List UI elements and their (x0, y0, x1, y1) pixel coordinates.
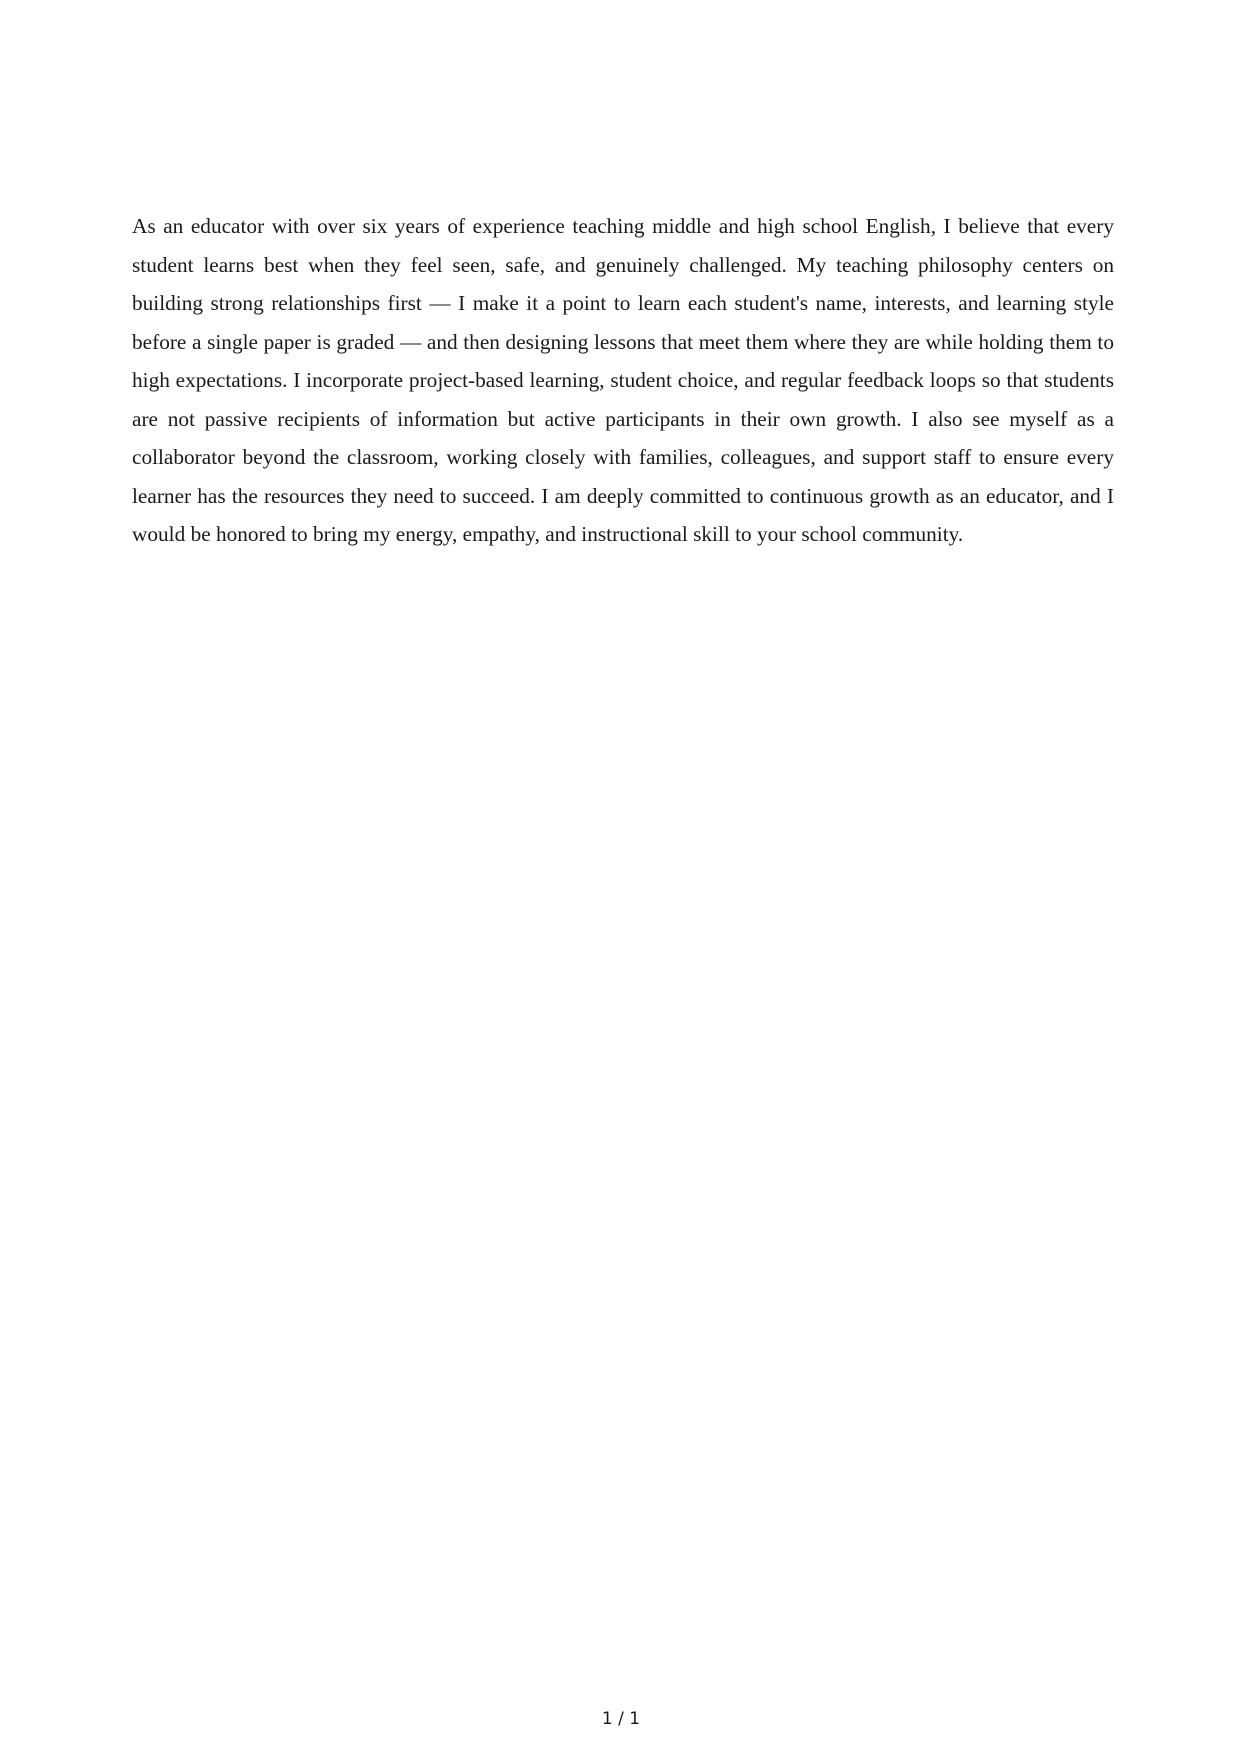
page-number: 1 / 1 (601, 1709, 641, 1729)
body-paragraph: As an educator with over six years of experience teaching middle and high school English, I believe that every student learns best when they feel seen, safe, and genuinely challenged. My teaching philosophy centers on building strong relationships first — I make it a point to learn each student's name, interests, and learning style before a single paper is graded — and then designing lessons that meet them where they are while holding them to high expectations. I incorporate project-based learning, student choice, and regular feedback loops so that students are not passive recipients of information but active participants in their own growth. I also see myself as a collaborator beyond the classroom, working closely with families, colleagues, and support staff to ensure every learner has the resources they need to succeed. I am deeply committed to continuous growth as an educator, and I would be honored to bring my energy, empathy, and instructional skill to your school community. (132, 214, 1114, 546)
